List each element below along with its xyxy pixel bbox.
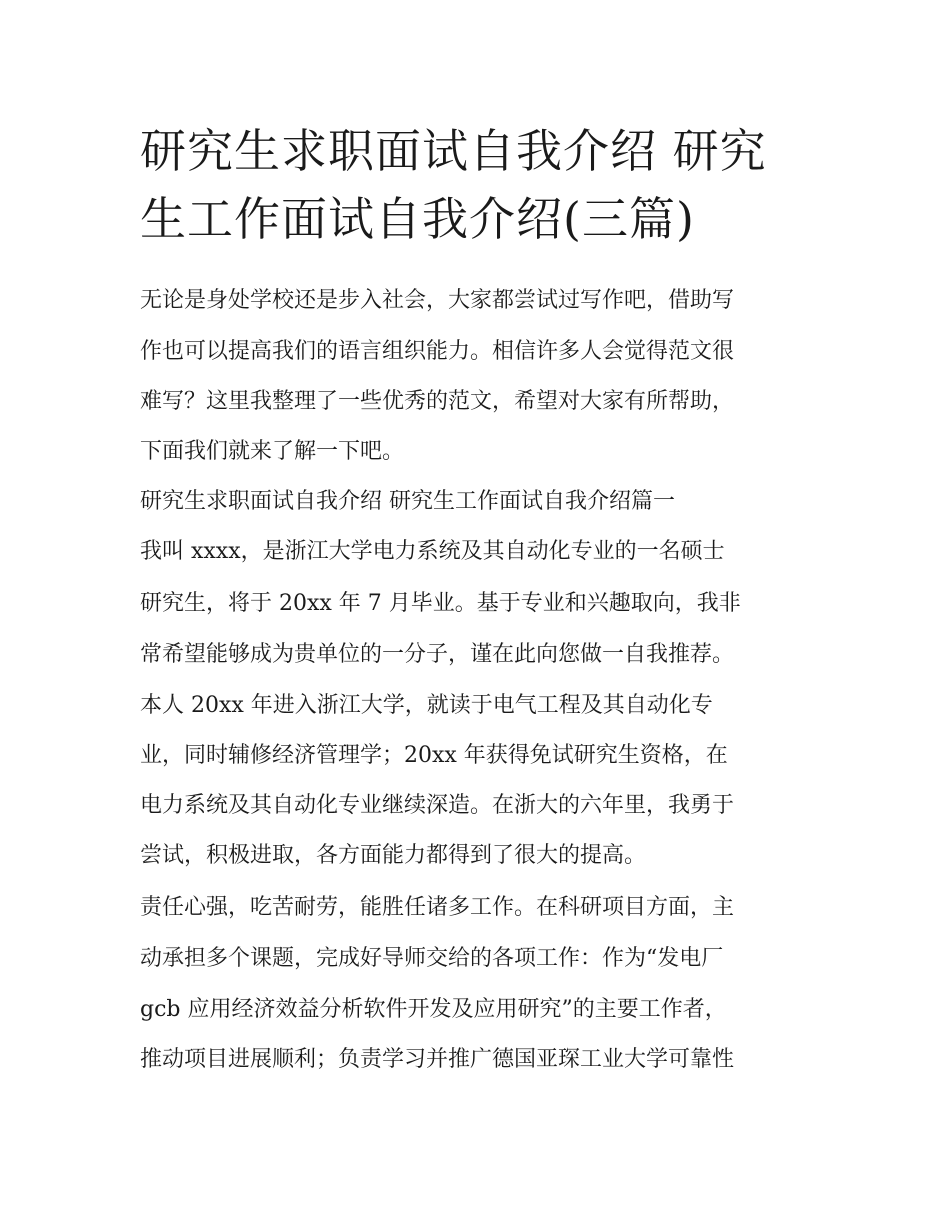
body-line: 我叫 xxxx，是浙江大学电力系统及其自动化专业的一名硕士 <box>140 539 725 564</box>
body-line: 动承担多个课题，完成好导师交给的各项工作：作为“发电厂 <box>140 946 724 971</box>
body-line: 研究生，将于 20xx 年 7 月毕业。基于专业和兴趣取向，我非 <box>140 591 741 616</box>
document-title <box>140 117 820 253</box>
body-line: 无论是身处学校还是步入社会，大家都尝试过写作吧，借助写 <box>140 288 735 313</box>
body-line: 作也可以提高我们的语言组织能力。相信许多人会觉得范文很 <box>140 339 735 364</box>
body-line: 下面我们就来了解一下吧。 <box>140 439 405 464</box>
body-line: 常希望能够成为贵单位的一分子，谨在此向您做一自我推荐。 <box>140 642 735 667</box>
body-line: gcb 应用经济效益分析软件开发及应用研究”的主要工作者， <box>140 997 727 1022</box>
body-line: 推动项目进展顺利；负责学习并推广德国亚琛工业大学可靠性 <box>140 1047 735 1072</box>
section-heading: 研究生求职面试自我介绍 研究生工作面试自我介绍篇一 <box>140 489 675 514</box>
body-line: 电力系统及其自动化专业继续深造。在浙大的六年里，我勇于 <box>140 793 735 818</box>
title-line-2: 生工作面试自我介绍(三篇) <box>140 192 695 246</box>
body-line: 难写？这里我整理了一些优秀的范文，希望对大家有所帮助， <box>140 389 735 414</box>
body-line: 本人 20xx 年进入浙江大学，就读于电气工程及其自动化专 <box>140 693 713 718</box>
body-line: 尝试，积极进取，各方面能力都得到了很大的提高。 <box>140 843 647 868</box>
body-line: 责任心强，吃苦耐劳，能胜任诸多工作。在科研项目方面，主 <box>140 895 735 920</box>
title-line-1: 研究生求职面试自我介绍 研究 <box>140 124 767 178</box>
body-line: 业，同时辅修经济管理学；20xx 年获得免试研究生资格，在 <box>140 743 728 768</box>
